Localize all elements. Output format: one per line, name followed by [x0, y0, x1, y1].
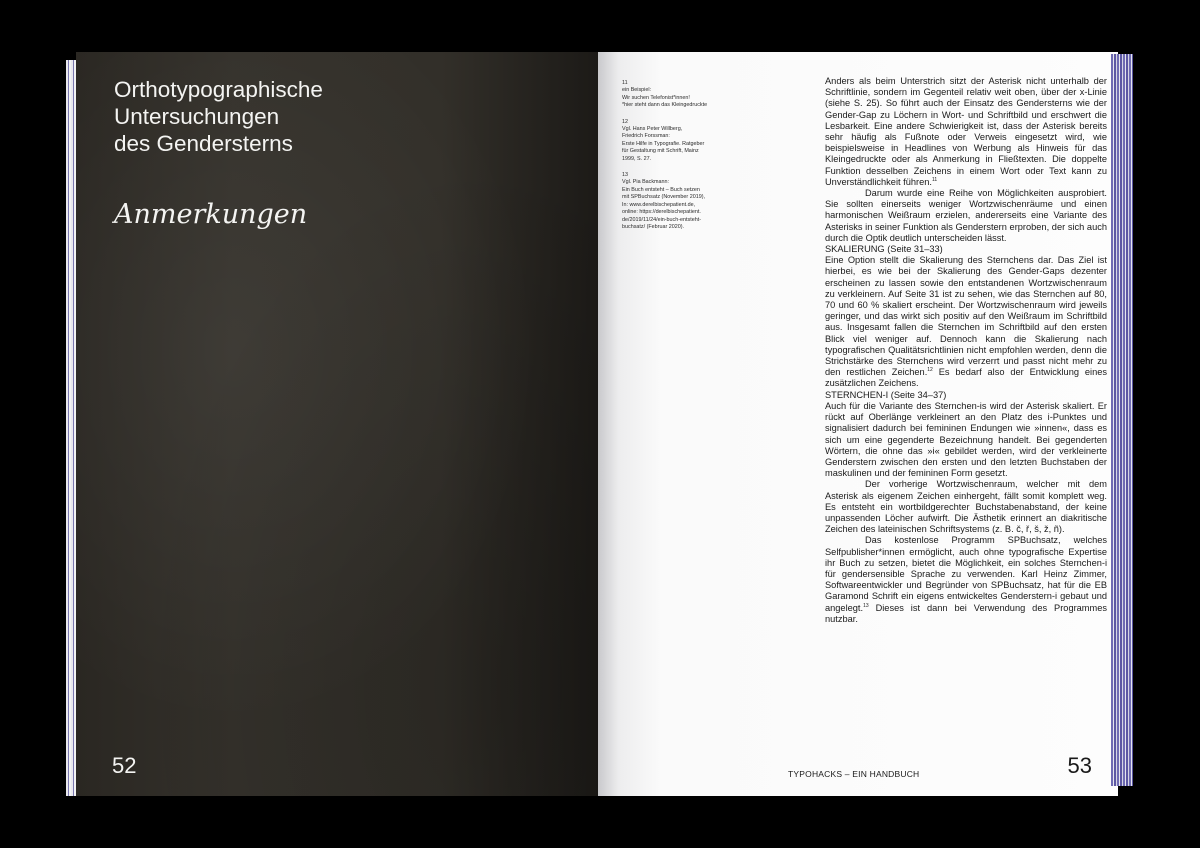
- footnote-number: 11: [622, 80, 628, 86]
- footnote: [622, 80, 762, 110]
- title-line: Orthotypographische: [114, 77, 323, 102]
- paragraph: Darum wurde eine Reihe von Möglichkeiten ausprobiert. Sie sollten einerseits weniger Wortzwischenräume und einen harmonischen Weißraum erzielen, andererseits eine Variante des Asterisks in seiner Funktion als Genderstern erproben, der sich auch durch die Optik deutlich unterscheiden lässt.: [825, 188, 1107, 243]
- footnote-ref: 11: [931, 176, 938, 183]
- paragraph: Auch für die Variante des Sternchen-is wird der Asterisk skaliert. Er rückt auf Oberlänge verkleinert an den Platz des i-Punktes und signalisiert dadurch bei femininen Endungen wie »innen«, dass es sich um eine gegenderte Bezeichnung handelt. Bei gegenderten Wörtern, die ohne das »i« gebildet werden, wird der verkleinerte Genderstern zwischen den ersten und den letzten Buchstaben der maskulinen und der femininen Form gesetzt.: [825, 400, 1107, 479]
- paragraph: Eine Option stellt die Skalierung des Sternchens dar. Das Ziel ist hierbei, es wie bei der Skalierung des Gender-Gaps dezenter erscheinen zu lassen sowie den entstandenen Wortzwischenraum zu verkleinern. Auf Seite 31 ist zu sehen, wie das Sternchen auf 80, 70 und 60 % skaliert erscheint. Der Wortzwischenraum wird jeweils geringer, und das wirkt sich positiv auf den Weißraum im Schriftbild aus. Insgesamt fallen die Sternchen im Schriftbild auf den ersten Blick viel weniger auf. Dennoch kann die Skalierung nach typografischen Qualitätsrichtlinien nicht empfohlen werden, denn die Strichstärke des Sternchens wird verzerrt und passt nicht mehr zu den restlichen Zeichen.$^{12}$ Es bedarf also der Entwicklung eines zusätzlichen Zeichens.: [825, 255, 1107, 389]
- body-text: [825, 76, 1107, 625]
- title-line: des Gendersterns: [114, 131, 293, 156]
- footnote-line: ein Beispiel:: [622, 87, 652, 94]
- footnote-line: *hier steht dann das Kleingedruckte: [622, 102, 708, 109]
- paragraph: Der vorherige Wortzwischenraum, welcher mit dem Asterisk als eigenem Zeichen einhergeht, fällt somit komplett weg. Es entsteht ein wortbildgerechter Buchstabenabstand, der keine unpassenden Löcher aufwirft. Die Ästhetik erinnert an diakritische Zeichen des lateinischen Schriftsystems (z. B. č, ř, š, ž, ñ).: [825, 479, 1107, 535]
- footnotes-column: [622, 80, 762, 240]
- left-page: [76, 52, 598, 796]
- paragraph: Anders als beim Unterstrich sitzt der Asterisk nicht unterhalb der Schriftlinie, sondern im Gegenteil relativ weit oben, über der x-Linie (siehe S. 25). So führt auch der Einsatz des Gendersterns wie der Gender-Gap zu Löchern in Wort- und Schriftbild und erschwert die Lesbarkeit. Eine andere Schwierigkeit ist, dass der Asterisk bereits sehr häufig als Fußnote oder Verweis eingesetzt wird, wie beispielsweise in Headlines von Werbung als Hinweis für das Kleingedruckte oder als Anmerkung in Fließtexten. Die doppelte Funktion desselben Zeichens in einem Wort oder Text kann zu Unverständlichkeit führen.$^{11}$: [825, 76, 1107, 187]
- footnote-line: In: www.derelbischepatient.de,: [622, 201, 696, 208]
- section-heading: STERNCHEN-I (Seite 34–37): [825, 389, 947, 400]
- footnote-line: Vgl. Pia Backmann:: [622, 179, 670, 186]
- footnote: [622, 119, 762, 163]
- footnote-number: 12: [622, 118, 628, 125]
- page-number-right: 53: [1067, 753, 1092, 778]
- footnote-line: Friedrich Forssman:: [622, 133, 670, 140]
- chapter-subtitle: Anmerkungen: [114, 199, 308, 230]
- chapter-title: [114, 76, 444, 157]
- right-page: [598, 52, 1118, 796]
- footnote-line: 1999, S. 27.: [622, 155, 652, 162]
- footnote-number: 13: [622, 172, 628, 179]
- footnote-ref: 12: [927, 367, 933, 374]
- footnote-line: buchsatz/ (Februar 2020).: [622, 223, 685, 230]
- footnote-line: Wir suchen Telefonist*innen!: [622, 94, 690, 101]
- footnote-line: online: https://derelbischepatient.: [622, 209, 701, 216]
- footnote-line: Erste Hilfe in Typografie. Ratgeber: [622, 140, 705, 147]
- paragraph: Das kostenlose Programm SPBuchsatz, welches Selfpublisher*innen ermöglicht, auch ohne typografische Expertise ihr Buch zu setzen, bietet die Möglichkeit, ein solches Sternchen-i für gendersensible Sprache zu verwenden. Karl Heinz Zimmer, Softwareentwickler und Begründer von SPBuchsatz, hat für die EB Garamond Schrift ein eigens entwickeltes Genderstern-i gebaut und angelegt.$^{13}$ Dieses ist dann bei Verwendung des Programmes nutzbar.: [825, 535, 1107, 624]
- running-footer: TYPOHACKS – EIN HANDBUCH: [788, 769, 920, 779]
- right-page-edges: [1111, 54, 1133, 786]
- footnote-line: Ein Buch entsteht – Buch setzen: [622, 186, 700, 193]
- page-number-left: 52: [112, 753, 137, 778]
- footnote-ref: 13: [863, 602, 869, 609]
- footnote-line: de/2019/11/24/ein-buch-entsteht-: [622, 216, 702, 223]
- footnote-line: Vgl. Hans Peter Willberg,: [622, 126, 683, 133]
- footnote-line: mit SPBuchsatz (November 2019),: [622, 194, 705, 201]
- footnote: [622, 172, 762, 231]
- footnote-line: für Gestaltung mit Schrift, Mainz: [622, 148, 699, 155]
- title-line: Untersuchungen: [114, 104, 280, 129]
- section-heading: SKALIERUNG (Seite 31–33): [825, 244, 943, 255]
